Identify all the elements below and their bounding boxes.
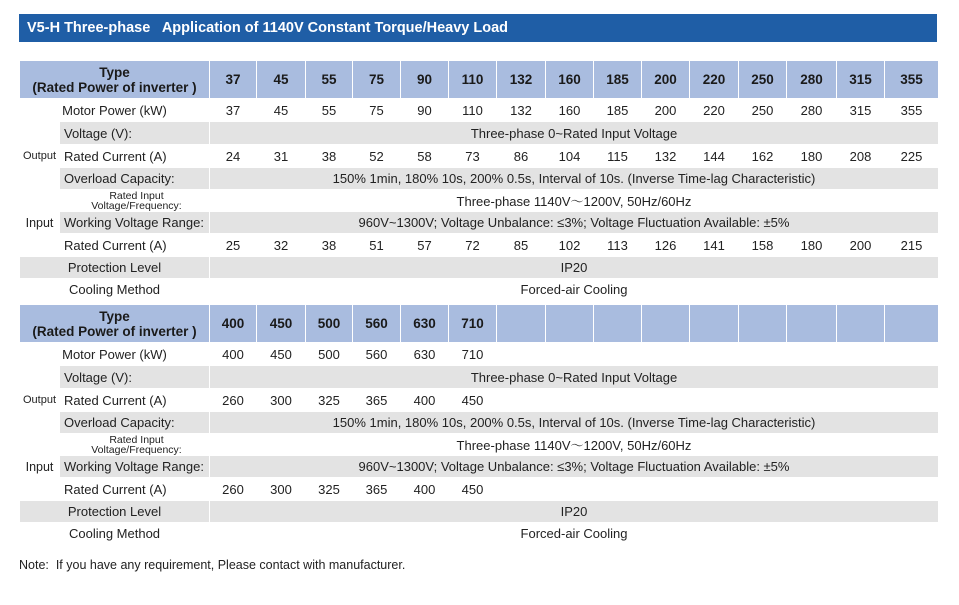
type-header-label	[20, 61, 210, 99]
input-current-cell: 57	[401, 234, 449, 257]
rated-input-value: Three-phase 1140V～1200V, 50Hz/60Hz	[210, 190, 939, 212]
output-current-cell: 325	[306, 389, 353, 412]
input-current-cell: 325	[306, 478, 353, 501]
input-current-cell: 25	[210, 234, 257, 257]
type-cell: 185	[594, 61, 642, 99]
type-cell: 110	[449, 61, 497, 99]
output-current-cell: 115	[594, 145, 642, 168]
type-cell: 55	[306, 61, 353, 99]
motor-power-cell: 110	[449, 99, 497, 122]
motor-power-cell: 400	[210, 343, 257, 366]
page-title: V5-H Three-phase Application of 1140V Constant Torque/Heavy Load	[19, 14, 937, 42]
type-cell	[739, 305, 787, 343]
motor-power-row	[20, 99, 939, 122]
input-current-cell: 260	[210, 478, 257, 501]
motor-power-cell	[690, 343, 739, 366]
motor-power-cell	[787, 343, 837, 366]
type-label-line2: (Rated Power of inverter )	[32, 79, 197, 95]
input-current-cell: 85	[497, 234, 546, 257]
output-current-cell	[642, 389, 690, 412]
type-cell: 90	[401, 61, 449, 99]
input-current-cell: 51	[353, 234, 401, 257]
type-header-row	[20, 61, 939, 99]
type-cell: 500	[306, 305, 353, 343]
output-current-cell	[787, 389, 837, 412]
protection-label: Protection Level	[20, 501, 210, 523]
output-current-cell: 38	[306, 145, 353, 168]
motor-power-cell: 315	[837, 99, 885, 122]
rated-input-row	[20, 190, 939, 212]
type-cell: 200	[642, 61, 690, 99]
rated-input-label-line1: Rated Input	[109, 189, 164, 202]
rated-input-label	[60, 190, 210, 212]
rated-current-label: Rated Current (A)	[60, 234, 210, 257]
output-current-cell: 180	[787, 145, 837, 168]
output-current-cell: 450	[449, 389, 497, 412]
type-cell: 315	[837, 61, 885, 99]
motor-power-cell: 75	[353, 99, 401, 122]
output-current-cell: 132	[642, 145, 690, 168]
rated-current-label: Rated Current (A)	[60, 389, 210, 412]
output-current-cell	[739, 389, 787, 412]
input-current-cell	[837, 478, 885, 501]
input-current-cell: 300	[257, 478, 306, 501]
type-cell: 75	[353, 61, 401, 99]
output-current-cell: 58	[401, 145, 449, 168]
output-current-cell: 300	[257, 389, 306, 412]
output-group-label: Output	[20, 122, 60, 190]
motor-power-cell: 500	[306, 343, 353, 366]
input-current-row	[20, 234, 939, 257]
protection-row	[20, 257, 939, 279]
type-cell: 220	[690, 61, 739, 99]
protection-label: Protection Level	[20, 257, 210, 279]
input-current-cell: 113	[594, 234, 642, 257]
overload-value: 150% 1min, 180% 10s, 200% 0.5s, Interval of 10s. (Inverse Time-lag Characteristic)	[210, 412, 939, 434]
motor-power-cell: 280	[787, 99, 837, 122]
motor-power-cell: 200	[642, 99, 690, 122]
working-range-value: 960V~1300V; Voltage Unbalance: ≤3%; Voltage Fluctuation Available: ±5%	[210, 456, 939, 478]
output-current-cell	[497, 389, 546, 412]
output-current-cell: 104	[546, 145, 594, 168]
spec-table-1	[19, 60, 939, 301]
input-current-row	[20, 478, 939, 501]
input-current-cell	[739, 478, 787, 501]
input-current-cell	[546, 478, 594, 501]
input-current-cell: 141	[690, 234, 739, 257]
type-cell: 132	[497, 61, 546, 99]
motor-power-cell: 160	[546, 99, 594, 122]
input-current-cell: 400	[401, 478, 449, 501]
type-header-row	[20, 305, 939, 343]
input-current-cell: 38	[306, 234, 353, 257]
type-cell: 160	[546, 61, 594, 99]
input-current-cell: 450	[449, 478, 497, 501]
input-group-label: Input	[20, 190, 60, 257]
motor-power-cell: 710	[449, 343, 497, 366]
rated-current-label: Rated Current (A)	[60, 478, 210, 501]
motor-power-cell: 250	[739, 99, 787, 122]
rated-input-label	[60, 434, 210, 456]
motor-power-cell: 630	[401, 343, 449, 366]
type-cell: 400	[210, 305, 257, 343]
type-cell: 45	[257, 61, 306, 99]
type-label-line2: (Rated Power of inverter )	[32, 323, 197, 339]
motor-power-cell: 220	[690, 99, 739, 122]
cooling-label: Cooling Method	[20, 523, 210, 545]
type-label-line1: Type	[99, 64, 130, 80]
input-current-cell: 365	[353, 478, 401, 501]
cooling-row	[20, 279, 939, 301]
rated-input-label-line1: Rated Input	[109, 433, 164, 446]
input-current-cell: 158	[739, 234, 787, 257]
motor-power-cell	[885, 343, 939, 366]
voltage-label: Voltage (V):	[60, 122, 210, 145]
rated-input-value: Three-phase 1140V～1200V, 50Hz/60Hz	[210, 434, 939, 456]
type-cell: 355	[885, 61, 939, 99]
motor-power-cell	[837, 343, 885, 366]
motor-power-cell	[594, 343, 642, 366]
motor-power-row	[20, 343, 939, 366]
output-current-row	[20, 389, 939, 412]
output-current-cell: 24	[210, 145, 257, 168]
output-current-cell: 225	[885, 145, 939, 168]
type-cell: 280	[787, 61, 837, 99]
working-range-row	[20, 212, 939, 234]
output-current-cell: 365	[353, 389, 401, 412]
motor-power-cell	[497, 343, 546, 366]
input-current-cell	[690, 478, 739, 501]
type-cell	[642, 305, 690, 343]
protection-value: IP20	[210, 257, 939, 279]
voltage-label: Voltage (V):	[60, 366, 210, 389]
rated-current-label: Rated Current (A)	[60, 145, 210, 168]
spec-table-2	[19, 304, 939, 545]
input-current-cell: 102	[546, 234, 594, 257]
motor-power-label: Motor Power (kW)	[20, 99, 210, 122]
working-range-label: Working Voltage Range:	[60, 456, 210, 478]
working-range-label: Working Voltage Range:	[60, 212, 210, 234]
output-current-cell: 52	[353, 145, 401, 168]
cooling-label: Cooling Method	[20, 279, 210, 301]
protection-row	[20, 501, 939, 523]
motor-power-label: Motor Power (kW)	[20, 343, 210, 366]
overload-value: 150% 1min, 180% 10s, 200% 0.5s, Interval of 10s. (Inverse Time-lag Characteristic)	[210, 168, 939, 190]
type-cell: 250	[739, 61, 787, 99]
type-cell	[837, 305, 885, 343]
input-group-label: Input	[20, 434, 60, 501]
output-group-label: Output	[20, 366, 60, 434]
type-cell	[787, 305, 837, 343]
output-current-cell: 260	[210, 389, 257, 412]
overload-row	[20, 168, 939, 190]
motor-power-cell: 45	[257, 99, 306, 122]
type-cell	[546, 305, 594, 343]
motor-power-cell	[739, 343, 787, 366]
working-range-value: 960V~1300V; Voltage Unbalance: ≤3%; Voltage Fluctuation Available: ±5%	[210, 212, 939, 234]
input-current-cell: 72	[449, 234, 497, 257]
output-current-cell	[546, 389, 594, 412]
motor-power-cell: 37	[210, 99, 257, 122]
input-current-cell: 32	[257, 234, 306, 257]
motor-power-cell: 560	[353, 343, 401, 366]
type-cell	[885, 305, 939, 343]
motor-power-cell	[642, 343, 690, 366]
output-current-row	[20, 145, 939, 168]
type-cell: 560	[353, 305, 401, 343]
protection-value: IP20	[210, 501, 939, 523]
type-header-label	[20, 305, 210, 343]
input-current-cell: 126	[642, 234, 690, 257]
type-cell: 450	[257, 305, 306, 343]
type-cell	[690, 305, 739, 343]
cooling-value: Forced-air Cooling	[210, 279, 939, 301]
motor-power-cell: 132	[497, 99, 546, 122]
rated-input-label-line2: Voltage/Frequency:	[91, 443, 182, 456]
output-current-cell: 73	[449, 145, 497, 168]
overload-row	[20, 412, 939, 434]
footnote: Note: If you have any requirement, Please contact with manufacturer.	[19, 558, 406, 572]
rated-input-label-line2: Voltage/Frequency:	[91, 199, 182, 212]
overload-label: Overload Capacity:	[60, 412, 210, 434]
input-current-cell	[787, 478, 837, 501]
type-cell: 710	[449, 305, 497, 343]
motor-power-cell: 355	[885, 99, 939, 122]
cooling-value: Forced-air Cooling	[210, 523, 939, 545]
motor-power-cell: 55	[306, 99, 353, 122]
input-current-cell: 180	[787, 234, 837, 257]
output-current-cell: 86	[497, 145, 546, 168]
overload-label: Overload Capacity:	[60, 168, 210, 190]
output-voltage-row	[20, 122, 939, 145]
output-current-cell: 144	[690, 145, 739, 168]
working-range-row	[20, 456, 939, 478]
input-current-cell: 215	[885, 234, 939, 257]
output-current-cell	[885, 389, 939, 412]
voltage-value: Three-phase 0~Rated Input Voltage	[210, 366, 939, 389]
motor-power-cell: 450	[257, 343, 306, 366]
input-current-cell	[885, 478, 939, 501]
cooling-row	[20, 523, 939, 545]
output-current-cell: 31	[257, 145, 306, 168]
type-cell	[594, 305, 642, 343]
type-cell	[497, 305, 546, 343]
motor-power-cell: 185	[594, 99, 642, 122]
motor-power-cell	[546, 343, 594, 366]
type-label-line1: Type	[99, 308, 130, 324]
type-cell: 630	[401, 305, 449, 343]
rated-input-row	[20, 434, 939, 456]
motor-power-cell: 90	[401, 99, 449, 122]
type-cell: 37	[210, 61, 257, 99]
input-current-cell: 200	[837, 234, 885, 257]
output-current-cell: 162	[739, 145, 787, 168]
input-current-cell	[594, 478, 642, 501]
output-voltage-row	[20, 366, 939, 389]
output-current-cell	[690, 389, 739, 412]
output-current-cell: 400	[401, 389, 449, 412]
output-current-cell	[837, 389, 885, 412]
output-current-cell: 208	[837, 145, 885, 168]
voltage-value: Three-phase 0~Rated Input Voltage	[210, 122, 939, 145]
input-current-cell	[642, 478, 690, 501]
output-current-cell	[594, 389, 642, 412]
input-current-cell	[497, 478, 546, 501]
